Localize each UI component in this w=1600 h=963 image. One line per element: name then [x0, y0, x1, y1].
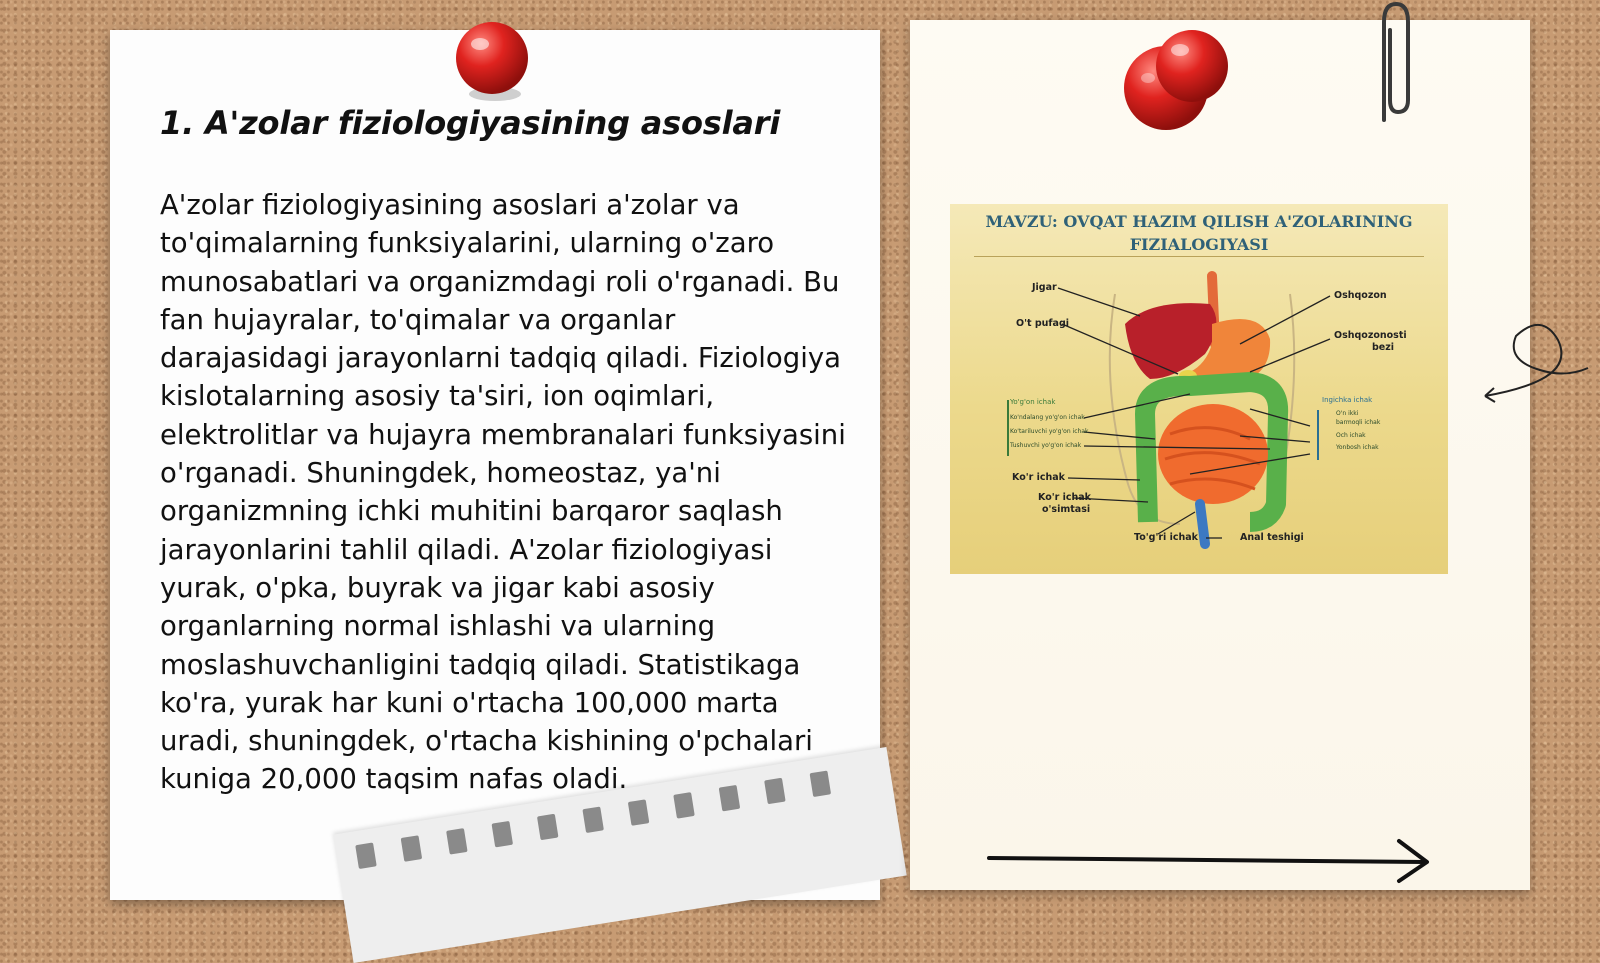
- label-kotariluvchi: Ko'tariluvchi yo'g'on ichak: [1010, 428, 1089, 435]
- note-body-text: A'zolar fiziologiyasining asoslari a'zolar va to'qimalarning funksiyalarini, ularning o'zaro munosabatlari va organizmdagi roli o'rganadi. Bu fan hujayralar, to'qimalar va organlar darajasidagi jarayonlarni tadqiq qiladi. Fiziologiya kislotalarning asosiy ta'siri, ion oqimlari, elektrolitlar va hujayra membranalari funksiyasini o'rganadi. Shuningdek, homeostaz, ya'ni organizmning ichki muhitini barqaror saqlash jarayonlarini tahlil qiladi. A'zolar fiziologiyasi yurak, o'pka, buyrak va jigar kabi asosiy organlarning normal ishlashi va ularning moslashuvchanligini tadqiq qiladi. Statistikaga ko'ra, yurak har kuni o'rtacha 100,000 marta uradi, shuningdek, o'rtacha kishining o'pchalari kuniga 20,000 taqsim nafas oladi.: [160, 189, 846, 796]
- label-yogon-ichak: Yo'g'on ichak: [1010, 398, 1056, 406]
- label-kondalang: Ko'ndalang yo'g'on ichak: [1010, 414, 1085, 421]
- label-tushuvchi: Tushuvchi yo'g'on ichak: [1010, 442, 1082, 449]
- strip-hole: [355, 842, 377, 869]
- curly-arrow-icon: [1480, 310, 1590, 410]
- red-pushpin-pair-icon: [1118, 28, 1238, 134]
- digestive-organs-illustration: [950, 204, 1448, 574]
- diagram-title-line-1: MAVZU: OVQAT HAZIM QILISH A'ZOLARINING: [985, 212, 1413, 231]
- strip-hole: [582, 807, 604, 834]
- long-arrow-right-icon: [985, 835, 1445, 885]
- label-korichak-osimtasi: Ko'r ichak: [1038, 492, 1092, 503]
- label-oshqozonosti: Oshqozonosti: [1334, 330, 1407, 341]
- label-bezi: bezi: [1372, 342, 1395, 353]
- label-anal-teshigi: Anal teshigi: [1240, 532, 1304, 543]
- strip-hole: [446, 828, 468, 855]
- label-yonbosh: Yonbosh ichak: [1336, 444, 1379, 451]
- label-on-ikki: O'n ikki: [1336, 410, 1359, 417]
- strip-hole: [492, 821, 514, 848]
- label-korichak: Ko'r ichak: [1012, 472, 1066, 483]
- strip-hole: [537, 814, 559, 841]
- label-barmoqli: barmoqli ichak: [1336, 419, 1381, 426]
- strip-hole: [401, 835, 423, 862]
- label-togri-ichak: To'g'ri ichak: [1134, 532, 1198, 543]
- label-ingichka-ichak: Ingichka ichak: [1322, 396, 1373, 404]
- diagram-title-line-2: FIZIALOGIYASI: [1129, 235, 1269, 254]
- label-ot-pufagi: O't pufagi: [1016, 318, 1069, 329]
- red-pushpin-icon: [452, 18, 534, 104]
- label-jigar: Jigar: [1032, 282, 1057, 293]
- label-och-ichak: Och ichak: [1336, 432, 1366, 439]
- label-oshqozon: Oshqozon: [1334, 290, 1387, 301]
- digestive-system-diagram: [950, 204, 1448, 574]
- note-title: 1. A'zolar fiziologiyasining asoslari: [160, 104, 781, 142]
- paperclip-icon: [1370, 0, 1420, 130]
- strip-hole: [628, 799, 650, 826]
- label-osimtasi: o'simtasi: [1042, 504, 1091, 515]
